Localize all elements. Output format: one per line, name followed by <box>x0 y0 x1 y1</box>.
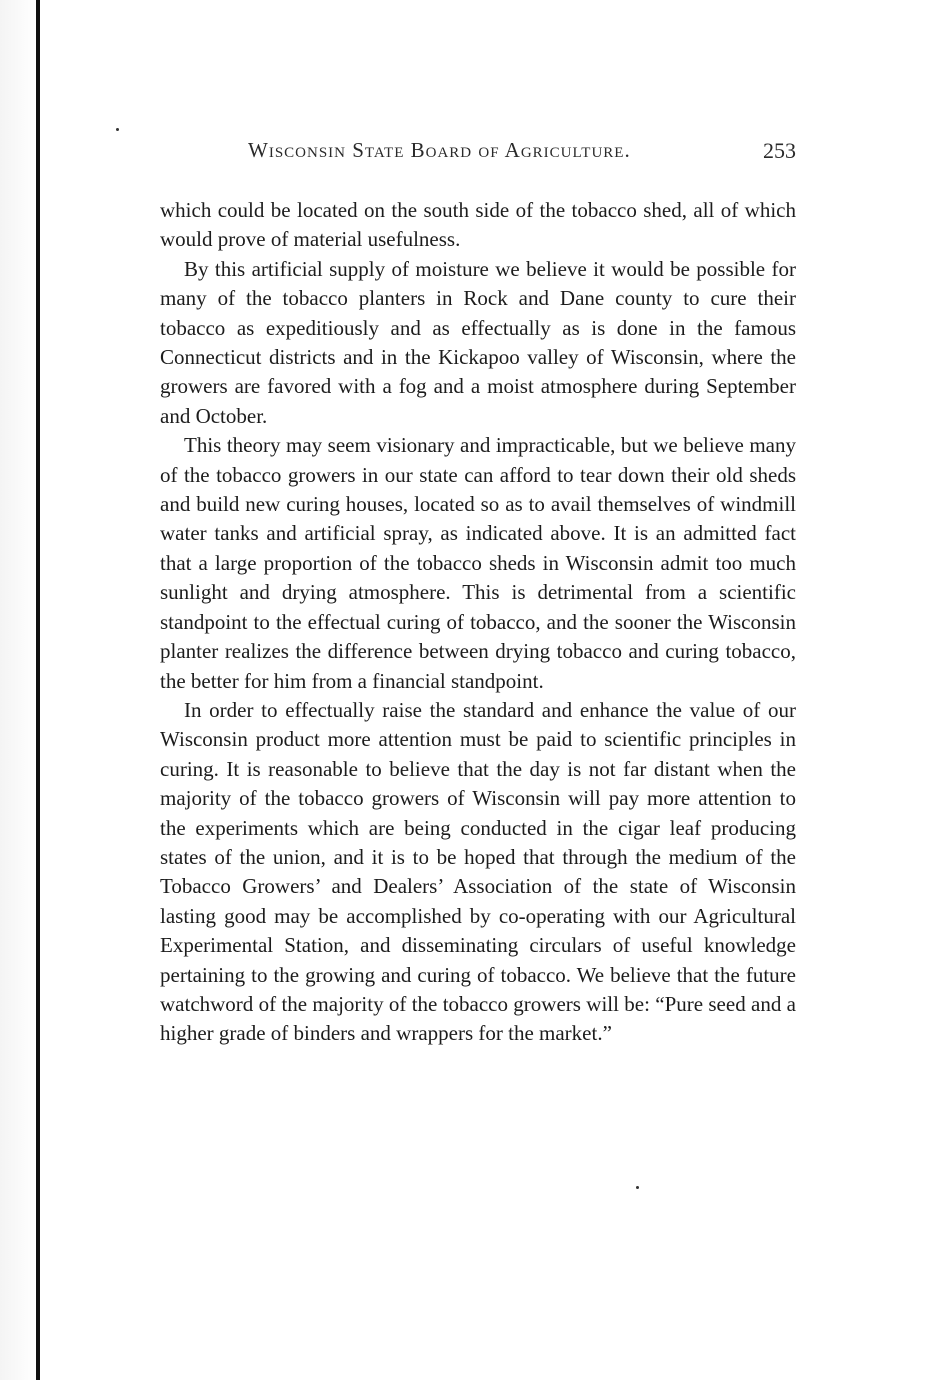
ink-speck <box>116 128 119 131</box>
paragraph-4: In order to effectually raise the standard and enhance the value of our Wisconsin product more attention must be paid to scientific principles in curing. It is reasonable to believe that the day is not far distant when the majority of the tobacco growers of Wisconsin will pay more attention to the experiments which are being conducted in the cigar leaf producing states of the union, and it is to be hoped that through the medium of the Tobacco Growers’ and Dealers’ Association of the state of Wisconsin lasting good may be accomplished by co-operating with our Agricultural Experimental Station, and disseminating circulars of useful knowledge pertaining to the growing and curing of tobacco. We believe that the future watchword of the majority of the tobacco growers will be: “Pure seed and a higher grade of binders and wrappers for the market.” <box>160 697 796 1046</box>
page-number: 253 <box>763 138 796 163</box>
binding-edge <box>36 0 40 1380</box>
paragraph-3: This theory may seem visionary and impracticable, but we believe many of the tobacco growers in our state can afford to tear down their old sheds and build new curing houses, located so as to avail themselves of windmill water tanks and artificial spray, as indicated above. It is an admitted fact that a large proportion of the tobacco sheds in Wisconsin admit too much sunlight and drying atmosphere. This is detrimental from a scientific standpoint to the effectual curing of tobacco, and the sooner the Wisconsin planter realizes the difference between drying tobacco and curing tobacco, the better for him from a financial standpoint. <box>160 433 796 693</box>
page-gutter-shadow <box>0 0 36 1380</box>
running-title: Wisconsin State Board of Agriculture. <box>248 138 631 162</box>
body-text <box>160 196 796 1049</box>
paragraph-2: By this artificial supply of moisture we believe it would be possible for many of the tobacco planters in Rock and Dane county to cure their tobacco as expeditiously and as effectually as is done in the famous Connecticut districts and in the Kickapoo valley of Wisconsin, where the growers are favored with a fog and a moist atmosphere during September and October. <box>160 256 796 428</box>
running-head <box>160 138 796 172</box>
ink-speck <box>636 1186 639 1189</box>
paragraph-1: which could be located on the south side of the tobacco shed, all of which would prove of material usefulness. <box>160 198 796 252</box>
